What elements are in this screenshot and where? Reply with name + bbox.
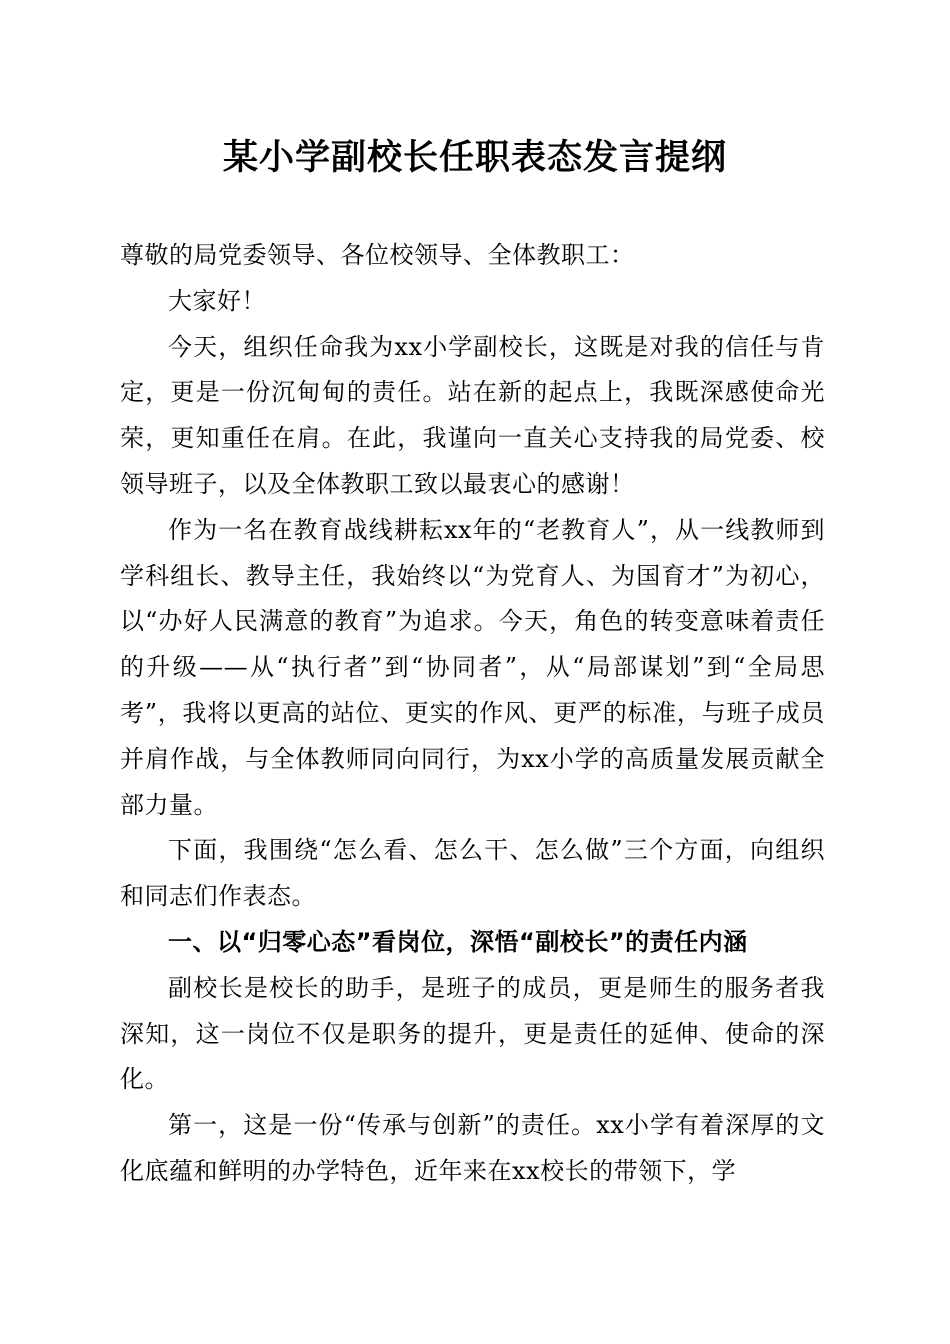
paragraph-outline: 下面，我围绕“怎么看、怎么干、怎么做”三个方面，向组织和同志们作表态。 (120, 836, 825, 911)
section-1-paragraph: 副校长是校长的助手，是班子的成员，更是师生的服务者我深知，这一岗位不仅是职务的提升，更是责任的延伸、使命的深化。 (120, 973, 825, 1094)
document-title: 某小学副校长任职表态发言提纲 (222, 137, 727, 178)
paragraph-appointment: 今天，组织任命我为xx小学副校长，这既是对我的信任与肯定，更是一份沉甸甸的责任。站在新的起点上，我既深感使命光荣，更知重任在肩。在此，我谨向一直关心支持我的局党委、校领导班子，以及全体教职工致以最衷心的感谢！ (120, 332, 825, 498)
paragraph-background: 作为一名在教育战线耕耘xx年的“老教育人”，从一线教师到学科组长、教导主任，我始终以“为党育人、为国育才”为初心，以“办好人民满意的教育”为追求。今天，角色的转变意味着责任的升级——从“执行者”到“协同者”，从“局部谋划”到“全局思考”，我将以更高的站位、更实的作风、更严的标准，与班子成员并肩作战，与全体教师同向同行，为xx小学的高质量发展贡献全部力量。 (120, 515, 825, 819)
document-body (120, 233, 825, 1195)
greeting: 大家好！ (168, 286, 266, 315)
salutation: 尊敬的局党委领导、各位校领导、全体教职工： (120, 241, 635, 269)
section-heading-1: 一、以“归零心态”看岗位，深悟“副校长”的责任内涵 (168, 927, 748, 956)
section-1-paragraph: 第一，这是一份“传承与创新”的责任。xx小学有着深厚的文化底蕴和鲜明的办学特色，近年来在xx校长的带领下，学 (120, 1111, 825, 1185)
